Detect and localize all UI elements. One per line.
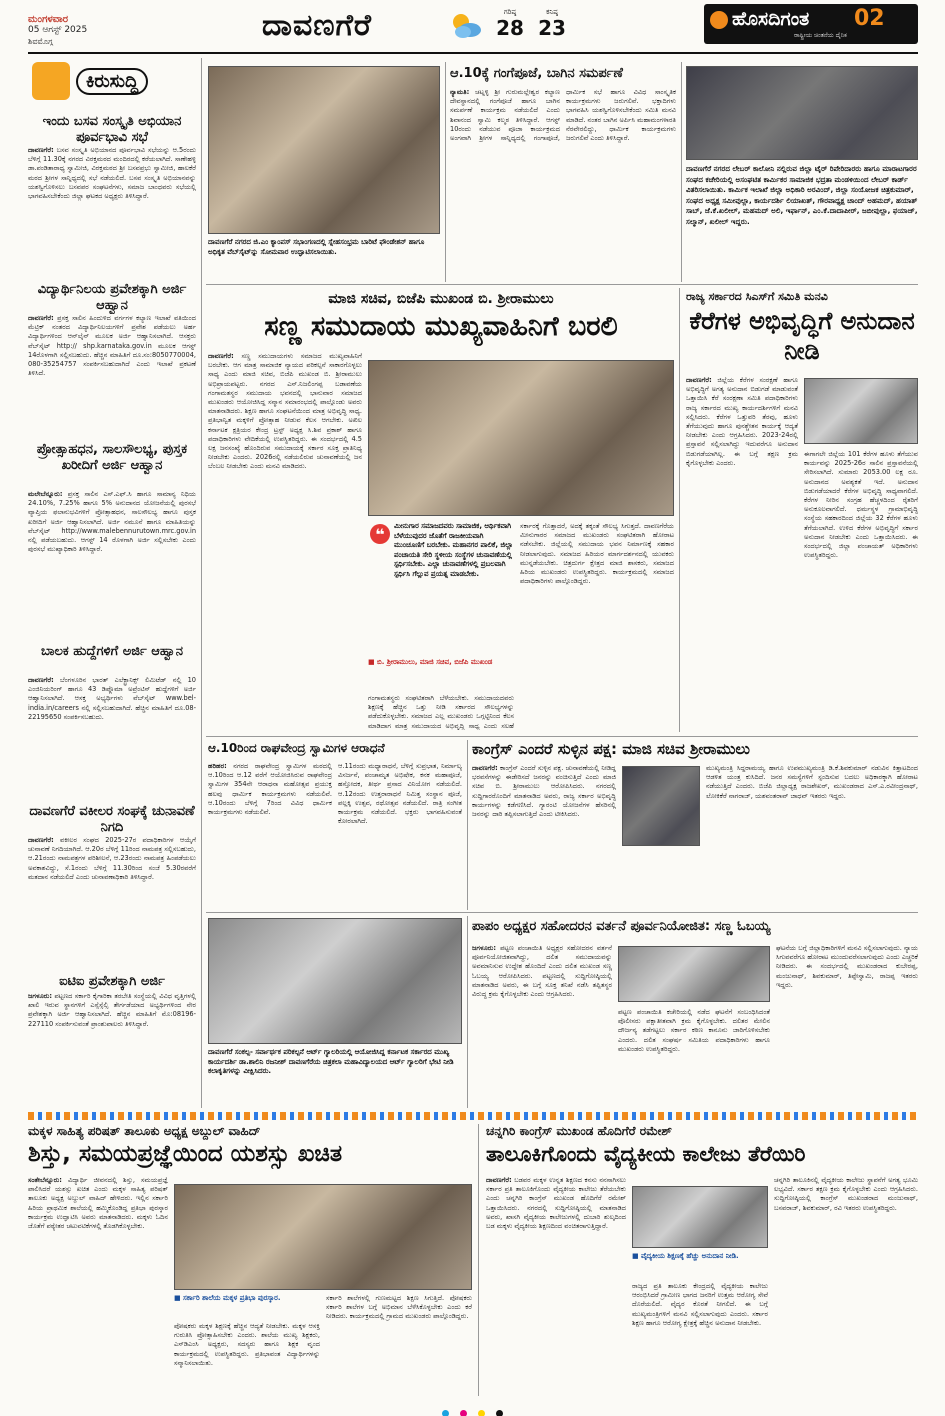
gangepooje-text: ಚಟ್ನಳ್ಳಿ ಶ್ರೀ ಗುರುಮಲ್ಲೇಶ್ವರ ಕಲ್ಯಾಣ ದೇವಸ್ಥಾನದಲ್ಲಿ ಗಂಗೆಪೂಜೆ ಹಾಗೂ ಬಾಗಿನ ಸಮರ್ಪಣೆ ಕಾರ್ಯಕ್ರಮ ನಡೆಯಲಿದೆ ಎಂದು ಶಿವಾನಂದ ಸ್ವಾಮಿ ಕಲ್ಮಠ ತಿಳಿಸಿದ್ದಾರೆ. ಆಗಸ್ಟ್ 10ರಂದು ನಡೆಯುವ ಪೂಜಾ ಕಾರ್ಯಕ್ರಮದ ಅಂಗವಾಗಿ ಶ್ರೀಗಳ ಸಾನ್ನಿಧ್ಯದಲ್ಲಿ ಗಂಗಾಪೂಜೆ, ಧಾರ್ಮಿಕ ಸಭೆ ಹಾಗೂ ವಿವಿಧ ಸಾಂಸ್ಕೃತಿಕ ಕಾರ್ಯಕ್ರಮಗಳು ಜರುಗಲಿವೆ. ಭಕ್ತಾದಿಗಳು ಭಾಗವಹಿಸಿ ಯಶಸ್ವಿಗೊಳಿಸಬೇಕೆಂದು ಸಮಿತಿ ಮನವಿ ಮಾಡಿದೆ. ನಂತರ ಬಾಗಿನ ಅರ್ಪಿಸಿ ಮಹಾಮಂಗಳಾರತಿ ನೆರವೇರಲಿದ್ದು, ಧಾರ್ಮಿಕ ಕಾರ್ಯಕ್ರಮಗಳು ಜರುಗಲಿವೆ ಎಂದು ತಿಳಿಸಿದ್ದಾರೆ.: [450, 88, 676, 143]
lead-col1-text: ಸಣ್ಣ ಸಮುದಾಯಗಳು ಸಮಾಜದ ಮುಖ್ಯವಾಹಿನಿಗೆ ಬರಬೇಕು. ಆಗ ಮಾತ್ರ ಸಾಮಾಜಿಕ ನ್ಯಾಯದ ಪರಿಕಲ್ಪನೆ ಸಾಕಾರಗೊಳ್ಳಲು ಸಾಧ್ಯ ಎಂದು ಮಾಜಿ ಸಚಿವ, ಬಿಜೆಪಿ ಮುಖಂಡ ಬಿ. ಶ್ರೀರಾಮುಲು ಅಭಿಪ್ರಾಯಪಟ್ಟರು. ನಗರದ ಎಸ್.ನಿಜಲಿಂಗಪ್ಪ ಬಡಾವಣೆಯ ಗಂಗಾಮತಸ್ಥರ ಸಮುದಾಯ ಭವನದಲ್ಲಿ ಭಾನುವಾರ ಸಮಾಜದ ಮುಖಂಡರು ಆಯೋಜಿಸಿದ್ದ ಸನ್ಮಾನ ಸಮಾರಂಭದಲ್ಲಿ ಪಾಲ್ಗೊಂಡು ಅವರು ಮಾತನಾಡಿದರು. ಶಿಕ್ಷಣ ಹಾಗೂ ಸಂಘಟನೆಯಿಂದ ಮಾತ್ರ ಅಭಿವೃದ್ಧಿ ಸಾಧ್ಯ. ಪ್ರತಿಭಾನ್ವಿತ ಮಕ್ಕಳಿಗೆ ಪ್ರೋತ್ಸಾಹ ನೀಡುವ ಕೆಲಸ ಆಗಬೇಕು. ಅಖಿಲ ಕರ್ನಾಟಕ ಕ್ಷತ್ರಿಯರ ಕೇಂದ್ರ ಟ್ರಸ್ಟ್ ಅಧ್ಯಕ್ಷ ಸಿ.ಶಿವ ಪ್ರಕಾಶ್ ಹಾಗೂ ಪದಾಧಿಕಾರಿಗಳು ವೇದಿಕೆಯಲ್ಲಿ ಉಪಸ್ಥಿತರಿದ್ದರು. ಈ ಸಂದರ್ಭದಲ್ಲಿ 4.5 ಲಕ್ಷ ಜನಸಂಖ್ಯೆ ಹೊಂದಿರುವ ಸಮುದಾಯಕ್ಕೆ ಸರ್ಕಾರ ಸೂಕ್ತ ಪ್ರಾತಿನಿಧ್ಯ ನೀಡಬೇಕು ಎಂದರು. 2026ರಲ್ಲಿ ನಡೆಯಲಿರುವ ಚುನಾವಣೆಯಲ್ಲಿ ಜನ ಬೆಂಬಲ ನೀಡಬೇಕು ಎಂದು ಮನವಿ ಮಾಡಿದರು.: [208, 352, 362, 471]
kirusuddi-text: ವಕೀಲರ ಸಂಘದ 2025-27ರ ಪದಾಧಿಕಾರಿಗಳ ಆಯ್ಕೆಗೆ ಚುನಾವಣೆ ನಿಗದಿಯಾಗಿದೆ. ಆ.20ರ ಬೆಳಿಗ್ಗೆ 11ರಿಂದ ನಾಮಪತ್ರ ಸಲ್ಲಿಸಬಹುದು, ಆ.21ರಂದು ನಾಮಪತ್ರಗಳ ಪರಿಶೀಲನೆ, ಆ.23ರಂದು ನಾಮಪತ್ರ ಹಿಂಪಡೆಯಲು ಅವಕಾಶವಿದ್ದು, ಸೆ.1ರಂದು ಬೆಳಿಗ್ಗೆ 11.30ರಿಂದ ಸಂಜೆ 5.30ರವರೆಗೆ ಮತದಾನ ನಡೆಯಲಿದೆ ಎಂದು ಚುನಾವಣಾಧಿಕಾರಿ ತಿಳಿಸಿದ್ದಾರೆ.: [28, 836, 196, 881]
masthead-dateline: [28, 14, 178, 47]
congress-col2: ಮುಖ್ಯಮಂತ್ರಿ ಸಿದ್ದರಾಮಯ್ಯ ಹಾಗೂ ಉಪಮುಖ್ಯಮಂತ್ರಿ ಡಿ.ಕೆ.ಶಿವಕುಮಾರ್ ನಡುವಿನ ಕಿತ್ತಾಟದಿಂದ ಆಡಳಿತ ಯಂತ್ರ ಕುಸಿದಿದೆ. ಜನರ ಸಮಸ್ಯೆಗಳಿಗೆ ಸ್ಪಂದಿಸುವ ಬದಲು ಅಧಿಕಾರಕ್ಕಾಗಿ ಹೋರಾಟ ನಡೆಯುತ್ತಿದೆ ಎಂದರು. ಬಿಜೆಪಿ ಜಿಲ್ಲಾಧ್ಯಕ್ಷ ರಾಜಶೇಖರ್, ಮುಖಂಡರಾದ ಎಸ್.ಎ.ರವೀಂದ್ರನಾಥ್, ಲೋಕಿಕೆರೆ ನಾಗರಾಜ್, ಯಶವಂತರಾವ್ ಜಾಧವ್ ಇತರರು ಇದ್ದರು.: [706, 764, 918, 800]
max-temp-block: [490, 8, 530, 39]
column-divider: [467, 916, 468, 1108]
raghavendra-headline: ಆ.10ರಿಂದ ರಾಘವೇಂದ್ರ ಸ್ವಾಮಿಗಳ ಆರಾಧನೆ: [208, 741, 385, 755]
column-divider: [445, 62, 446, 282]
kirusuddi-body: [28, 992, 196, 1076]
kirusuddi-text: ಬಸವ ಸಂಸ್ಕೃತಿ ಅಭಿಯಾನದ ಪೂರ್ವಭಾವಿ ಸಭೆಯನ್ನು ಆ.5ರಂದು ಬೆಳಿಗ್ಗೆ 11.30ಕ್ಕೆ ನಗರದ ವಿರಕ್ತಮಠದ ಮಂದಿರದಲ್ಲಿ ಕರೆಯಲಾಗಿದೆ. ಸಾಣೇಹಳ್ಳಿ ಡಾ.ಪಂಡಿತಾರಾಧ್ಯ ಸ್ವಾಮೀಜಿ, ವಿರಕ್ತಮಠದ ಶ್ರೀ ಬಸವಪ್ರಭು ಸ್ವಾಮೀಜಿ, ಹಾಲಕೆರೆ ಮಠದ ಶ್ರೀಗಳ ಸಾನ್ನಿಧ್ಯದಲ್ಲಿ ಸಭೆ ನಡೆಯಲಿದೆ. ಬಸವ ಸಂಸ್ಕೃತಿ ಅಭಿಯಾನವನ್ನು ಯಶಸ್ವಿಗೊಳಿಸಲು ಬಸವಪರ ಸಂಘಟನೆಗಳು, ಸಮಾಜ ಬಾಂಧವರು ಸಭೆಯಲ್ಲಿ ಭಾಗವಹಿಸಬೇಕೆಂದು ಜಿಲ್ಲಾ ಘಟಕದ ಅಧ್ಯಕ್ಷರು ತಿಳಿಸಿದ್ದಾರೆ.: [28, 146, 196, 201]
raghavendra-story: [208, 740, 462, 906]
top-story-caption: ದಾವಣಗೆರೆ ನಗರದ ಜಿ.ಎಂ ಕ್ಯಾಂಪಸ್ ಸಭಾಂಗಣದಲ್ಲಿ ಸ್ನೇಹಸಂಭ್ರಮ ಬಾರಿಟೆ ಫೌಂಡೇಶನ್ ಹಾಗೂ ಅಧಿಕೃತ ವೆಬ್‌ಸೈಟ್‌ನ್ನು ಸೋಮವಾರ ಉದ್ಘಾಟಿಸಲಾಯಿತು.: [208, 238, 425, 256]
lead-col1: [208, 352, 362, 730]
kirusuddi-item: [28, 974, 196, 1076]
congress-headline: ಕಾಂಗ್ರೆಸ್ ಎಂದರೆ ಸುಳ್ಳಿನ ಪಕ್ಷ: ಮಾಜಿ ಸಚಿವ ಶ್ರೀರಾಮುಲು: [472, 740, 750, 758]
kirusuddi-item: [28, 804, 196, 968]
medical-place: ದಾವಣಗೆರೆ:: [486, 1176, 512, 1184]
weather-icon: [448, 10, 484, 40]
exhibition-story: [208, 918, 462, 1108]
quote-icon: ❝: [370, 524, 390, 544]
kirusuddi-place: ಜಗಳೂರು:: [28, 992, 53, 1000]
labour-card-photo: [686, 66, 918, 160]
gangepooje-body: [450, 88, 676, 278]
gangepooje-place: ನ್ಯಾಮತಿ:: [450, 88, 470, 96]
lead-story: [208, 290, 674, 730]
lead-place: ದಾವಣಗೆರೆ:: [208, 352, 234, 360]
top-story-photo: [208, 66, 440, 234]
raghavendra-place: ಹರಿಹರ:: [208, 762, 227, 770]
kere-kicker: ರಾಜ್ಯ ಸರ್ಕಾರದ ಸಿಎಸ್‌ಗೆ ಸಮಿತಿ ಮನವಿ: [686, 290, 828, 303]
section-divider-strip: [28, 1112, 918, 1120]
papa-place: ಜಗಳೂರು:: [472, 944, 497, 952]
kirusuddi-logo: ಕಿರುಸುದ್ದಿ: [76, 68, 148, 95]
kere-col1-text: ಜಿಲ್ಲೆಯ ಕೆರೆಗಳ ಸಂರಕ್ಷಣೆ ಹಾಗೂ ಅಭಿವೃದ್ಧಿಗೆ ಅಗತ್ಯ ಅನುದಾನ ಬಿಡುಗಡೆ ಮಾಡುವಂತೆ ಒತ್ತಾಯಿಸಿ ಕೆರೆ ಸಂರಕ್ಷಣಾ ಸಮಿತಿ ಪದಾಧಿಕಾರಿಗಳು ರಾಜ್ಯ ಸರ್ಕಾರದ ಮುಖ್ಯ ಕಾರ್ಯದರ್ಶಿಗಳಿಗೆ ಮನವಿ ಸಲ್ಲಿಸಿದರು. ಕೆರೆಗಳ ಒತ್ತುವರಿ ತೆರವು, ಹೂಳು ತೆಗೆಯುವುದು ಹಾಗೂ ಪುನಶ್ಚೇತನ ಕಾರ್ಯಕ್ಕೆ ಆದ್ಯತೆ ನೀಡಬೇಕು ಎಂದು ಆಗ್ರಹಿಸಿದರು. 2023-24ರಲ್ಲಿ ಪ್ರಸ್ತಾವನೆ ಸಲ್ಲಿಸಲಾಗಿದ್ದು ಇದುವರೆಗೂ ಅನುದಾನ ಬಿಡುಗಡೆಯಾಗಿಲ್ಲ. ಈ ಬಗ್ಗೆ ತಕ್ಷಣ ಕ್ರಮ ಕೈಗೊಳ್ಳಬೇಕು ಎಂದರು.: [686, 376, 798, 467]
shistu-headline: ಶಿಸ್ತು, ಸಮಯಪ್ರಜ್ಞೆಯಿಂದ ಯಶಸ್ಸು ಖಚಿತ: [28, 1141, 343, 1167]
yellow-dot: [478, 1410, 485, 1416]
papa-headline: ಪಾಪಂ ಅಧ್ಯಕ್ಷರ ಸಹೋದರನ ವರ್ತನೆ ಪೂರ್ವನಿಯೋಜಿತ: ಸಣ್ಣ ಓಬಯ್ಯ: [472, 919, 771, 934]
kere-place: ದಾವಣಗೆರೆ:: [686, 376, 712, 384]
lead-kicker: ಮಾಜಿ ಸಚಿವ, ಬಿಜೆಪಿ ಮುಖಂಡ ಬಿ. ಶ್ರೀರಾಮುಲು: [328, 291, 554, 307]
kirusuddi-body: [28, 314, 196, 436]
labour-card-story: [686, 66, 918, 278]
print-registration-marks: [0, 1402, 945, 1416]
lead-quote-by: ■ ಬಿ. ಶ್ರೀರಾಮುಲು, ಮಾಜಿ ಸಚಿವ, ಬಿಜೆಪಿ ಮುಖಂಡ: [368, 658, 493, 666]
exhibition-photo: [208, 918, 462, 1044]
kirusuddi-place: ದಾವಣಗೆರೆ:: [28, 314, 54, 322]
cyan-dot: [442, 1410, 449, 1416]
masthead-day: ಮಂಗಳವಾರ: [28, 14, 69, 25]
max-temp-label: ಗರಿಷ್ಠ: [503, 8, 517, 16]
labour-card-caption: ದಾವಣಗೆರೆ ನಗರದ ಲೇಬರ್ ಕಾಲೋನಿ ನಲ್ಲಿರುವ ಜಿಲ್ಲಾ ಟೈರ್ ರಿಪೇರಿದಾರರು ಹಾಗೂ ಮಾರಾಟಗಾರರ ಸಂಘದ ಕಚೇರಿಯಲ್ಲಿ ಅಸಂಘಟಿತ ಕಾರ್ಮಿಕರ ಸಾಮಾಜಿಕ ಭದ್ರತಾ ಮಂಡಳಿಯಿಂದ ಲೇಬರ್ ಕಾರ್ಡ್ ವಿತರಿಸಲಾಯಿತು. ಕಾರ್ಮಿಕ ಇಲಾಖೆ ಜಿಲ್ಲಾ ಅಧಿಕಾರಿ ಅರವಿಂದ್, ಜಿಲ್ಲಾ ಸಂಯೋಜಕ ಚಿತ್ರಕುಮಾರ್, ಸಂಘದ ಅಧ್ಯಕ್ಷ ಸಮೀವುಲ್ಲಾ, ಕಾರ್ಯದರ್ಶಿ ಲಿಯಾಖತ್, ಗೌರವಾಧ್ಯಕ್ಷ ಚಾಂದ್ ಅಹಮದ್, ಹಯಾತ್ ಸಾಬ್, ಜೆ.ಕೆ.ಖಲೀಲ್, ಮಹಮದ್ ಅಲಿ, ಇರ್ಫಾನ್, ಎಂ.ಕೆ.ದಾದಾಪೀರ್, ಜಬೀವುಲ್ಲಾ, ಫಯಾಜ್, ಸಲ್ಮಾನ್, ಖಲೀಲ್ ಇದ್ದರು.: [686, 164, 918, 226]
congress-story: [472, 740, 918, 906]
papa-col1-text: ಪಟ್ಟಣ ಪಂಚಾಯಿತಿ ಅಧ್ಯಕ್ಷರ ಸಹೋದರನ ವರ್ತನೆ ಪೂರ್ವನಿಯೋಜಿತವಾಗಿದ್ದು, ದಲಿತ ಸಮುದಾಯವನ್ನು ಅವಮಾನಿಸುವ ಉದ್ದೇಶ ಹೊಂದಿದೆ ಎಂದು ದಲಿತ ಮುಖಂಡ ಸಣ್ಣ ಓಬಯ್ಯ ಆರೋಪಿಸಿದರು. ಪಟ್ಟಣದಲ್ಲಿ ಸುದ್ದಿಗೋಷ್ಠಿಯಲ್ಲಿ ಮಾತನಾಡಿದ ಅವರು, ಈ ಬಗ್ಗೆ ಸೂಕ್ತ ತನಿಖೆ ನಡೆಸಿ ತಪ್ಪಿತಸ್ಥರ ವಿರುದ್ಧ ಕ್ರಮ ಕೈಗೊಳ್ಳಬೇಕು ಎಂದು ಆಗ್ರಹಿಸಿದರು.: [472, 944, 612, 999]
lead-col3: ಸರ್ಕಾರಕ್ಕೆ ಗೊತ್ತಾದರೆ, ಅದಕ್ಕೆ ತಕ್ಕಂತೆ ಸೌಲಭ್ಯ ಸಿಗುತ್ತದೆ. ದಾವಣಗೆರೆಯ ಮೀನುಗಾರರ ಸಮಾಜದ ಮುಖಂಡರು ಸಂಘಟಿತರಾಗಿ ಹೋರಾಟ ನಡೆಸಬೇಕು. ಜಿಲ್ಲೆಯಲ್ಲಿ ಸಮುದಾಯ ಭವನ ನಿರ್ಮಾಣಕ್ಕೆ ಸಹಕಾರ ನೀಡಲಾಗುವುದು. ಸಮಾಜದ ಹಿರಿಯರ ಮಾರ್ಗದರ್ಶನದಲ್ಲಿ ಯುವಕರು ಮುನ್ನಡೆಯಬೇಕು. ಚಿತ್ರದುರ್ಗ ಕ್ಷೇತ್ರದ ಮಾಜಿ ಶಾಸಕರು, ಸಮಾಜದ ಹಿರಿಯ ಮುಖಂಡರು ಉಪಸ್ಥಿತರಿದ್ದರು. ಕಾರ್ಯಕ್ರಮದಲ್ಲಿ ಸಮಾಜದ ಪದಾಧಿಕಾರಿಗಳು ಪಾಲ್ಗೊಂಡಿದ್ದರು.: [520, 522, 674, 586]
papa-photo: [618, 946, 770, 1002]
kirusuddi-text: ಪ್ರಸಕ್ತ ಸಾಲಿನ ಎಸ್.ಎಫ್.ಸಿ ಹಾಗೂ ಸಾಮಾನ್ಯ ನಿಧಿಯ 24.10%, 7.25% ಹಾಗೂ 5% ಅನುದಾನದ ಯೋಜನೆಯಲ್ಲಿ ಪುರಸಭೆ ವ್ಯಾಪ್ತಿಯ ಫಲಾನುಭವಿಗಳಿಗೆ ಪ್ರೋತ್ಸಾಹಧನ, ಸಾಲಸೌಲಭ್ಯ ಹಾಗೂ ಪುಸ್ತಕ ಖರೀದಿಗೆ ಅರ್ಜಿ ಆಹ್ವಾನಿಸಲಾಗಿದೆ. ಅರ್ಜಿ ನಮೂನೆ ಹಾಗೂ ಮಾಹಿತಿಯನ್ನು ವೆಬ್‌ಸೈಟ್ http://www.malebennurutown.mrc.gov.in ನಲ್ಲಿ ಪಡೆಯಬಹುದು. ಆಗಸ್ಟ್ 14 ರೊಳಗಾಗಿ ಅರ್ಜಿ ಸಲ್ಲಿಸಬೇಕು ಎಂದು ಪುರಸಭೆ ಮುಖ್ಯಾಧಿಕಾರಿ ತಿಳಿಸಿದ್ದಾರೆ.: [28, 490, 196, 554]
kirusuddi-place: ದಾವಣಗೆರೆ:: [28, 836, 54, 844]
column-divider: [679, 288, 680, 732]
lead-quote: ಮೀನುಗಾರ ಸಮಾಜದವರು ಸಾಮಾಜಿಕ, ಆರ್ಥಿಕವಾಗಿ ಬೆಳೆಯುವುದರ ಜೊತೆಗೆ ರಾಜಕೀಯವಾಗಿ ಮುಂಚೂಣಿಗೆ ಬರಬೇಕು. ಮಹಾನಗರ ಪಾಲಿಕೆ, ಜಿಲ್ಲಾ ಪಂಚಾಯತಿ ಸೇರಿ ಸ್ಥಳೀಯ ಸಂಸ್ಥೆಗಳ ಚುನಾವಣೆಯಲ್ಲಿ ಸ್ಪರ್ಧಿಸಬೇಕು. ಎಲ್ಲಾ ಚುನಾವಣೆಗಳಲ್ಲಿ ಪ್ರಬಲವಾಗಿ ಸ್ಪರ್ಧಿಸಿ ಗೆಲ್ಲುವ ಪ್ರಯತ್ನ ಮಾಡಬೇಕು.: [394, 522, 513, 578]
kirusuddi-item: [28, 282, 196, 436]
top-story-photo-block: [208, 66, 440, 278]
masthead-city: ದಾವಣಗೆರೆ: [262, 8, 372, 43]
shistu-photo: [174, 1184, 472, 1290]
kirusuddi-text: ಬೆಂಗಳೂರಿನ ಭಾರತ್ ಎಲೆಕ್ಟ್ರಾನಿಕ್ಸ್ ಲಿಮಿಟೆಡ್ ನಲ್ಲಿ 10 ಎಂಜಿನಿಯರಿಂಗ್ ಹಾಗೂ 43 ಡಿಪ್ಲೊಮಾ ಅಪ್ರೆಂಟಿಸ್ ಹುದ್ದೆಗಳಿಗೆ ಅರ್ಜಿ ಆಹ್ವಾನಿಸಲಾಗಿದೆ. ಆಸಕ್ತ ಅಭ್ಯರ್ಥಿಗಳು ವೆಬ್‌ಸೈಟ್ www.bel-india.in/careers ನಲ್ಲಿ ಸಲ್ಲಿಸಬಹುದಾಗಿದೆ. ಹೆಚ್ಚಿನ ಮಾಹಿತಿಗೆ ದೂ.08-22195650 ಸಂಪರ್ಕಿಸಬಹುದು.: [28, 676, 196, 721]
kirusuddi-body: [28, 490, 196, 638]
medical-headline: ತಾಲೂಕಿಗೊಂದು ವೈದ್ಯಕೀಯ ಕಾಲೇಜು ತೆರೆಯಿರಿ: [486, 1142, 806, 1166]
lead-photo: [368, 360, 674, 516]
column-divider: [467, 740, 468, 910]
shistu-place: ಸಂತೇಬೆನ್ನೂರು:: [28, 1176, 62, 1184]
kirusuddi-headline: ಇಂದು ಬಸವ ಸಂಸ್ಕೃತಿ ಅಭಿಯಾನ ಪೂರ್ವಭಾವಿ ಸಭೆ: [42, 114, 182, 145]
masthead: [0, 0, 945, 50]
kirusuddi-place: ಮಲೇಬೆನ್ನೂರು:: [28, 490, 63, 498]
kere-story: [686, 290, 918, 730]
shistu-col3: ಸರ್ಕಾರಿ ಶಾಲೆಗಳಲ್ಲಿ ಗುಣಮಟ್ಟದ ಶಿಕ್ಷಣ ಸಿಗುತ್ತಿದೆ. ಪೋಷಕರು ಸರ್ಕಾರಿ ಶಾಲೆಗಳ ಬಗ್ಗೆ ಅಭಿಮಾನ ಬೆಳೆಸಿಕೊಳ್ಳಬೇಕು ಎಂದು ಕರೆ ನೀಡಿದರು. ಕಾರ್ಯಕ್ರಮದಲ್ಲಿ ಗ್ರಾಮದ ಮುಖಂಡರು ಪಾಲ್ಗೊಂಡಿದ್ದರು.: [326, 1294, 472, 1321]
shistu-story: [28, 1124, 472, 1394]
min-temp-value: 23: [538, 16, 566, 40]
medical-caption: ■ ವೈದ್ಯಕೀಯ ಶಿಕ್ಷಣಕ್ಕೆ ಹೆಚ್ಚು ಅನುದಾನ ನೀಡಿ.: [632, 1252, 739, 1260]
shistu-col1: [28, 1176, 168, 1394]
row-divider: [206, 912, 918, 913]
shistu-col2: ಪೋಷಕರು ಮಕ್ಕಳ ಶಿಕ್ಷಣಕ್ಕೆ ಹೆಚ್ಚಿನ ಆದ್ಯತೆ ನೀಡಬೇಕು. ಮಕ್ಕಳ ಆಸಕ್ತಿ ಗುರುತಿಸಿ ಪ್ರೋತ್ಸಾಹಿಸಬೇಕು ಎಂದರು. ಶಾಲೆಯ ಮುಖ್ಯ ಶಿಕ್ಷಕರು, ಎಸ್‌ಡಿಎಂಸಿ ಅಧ್ಯಕ್ಷರು, ಸದಸ್ಯರು ಹಾಗೂ ಶಿಕ್ಷಕ ವೃಂದ ಕಾರ್ಯಕ್ರಮದಲ್ಲಿ ಉಪಸ್ಥಿತರಿದ್ದರು. ಪ್ರತಿಭಾವಂತ ವಿದ್ಯಾರ್ಥಿಗಳನ್ನು ಸನ್ಮಾನಿಸಲಾಯಿತು.: [174, 1322, 320, 1367]
kirusuddi-headline: ಬಾಲಕ ಹುದ್ದೆಗಳಿಗೆ ಅರ್ಜಿ ಆಹ್ವಾನ: [40, 644, 183, 659]
congress-col1-text: ಕಾಂಗ್ರೆಸ್ ಎಂದರೆ ಸುಳ್ಳಿನ ಪಕ್ಷ. ಚುನಾವಣೆಯಲ್ಲಿ ನೀಡಿದ್ದ ಭರವಸೆಗಳನ್ನು ಈಡೇರಿಸದೆ ಜನರನ್ನು ವಂಚಿಸುತ್ತಿದೆ ಎಂದು ಮಾಜಿ ಸಚಿವ ಬಿ. ಶ್ರೀರಾಮುಲು ಆರೋಪಿಸಿದರು. ನಗರದಲ್ಲಿ ಸುದ್ದಿಗಾರರೊಂದಿಗೆ ಮಾತನಾಡಿದ ಅವರು, ರಾಜ್ಯ ಸರ್ಕಾರ ಅಭಿವೃದ್ಧಿ ಕಾರ್ಯಗಳನ್ನು ಕಡೆಗಣಿಸಿದೆ. ಗ್ಯಾರಂಟಿ ಯೋಜನೆಗಳ ಹೆಸರಿನಲ್ಲಿ ಜನರನ್ನು ದಾರಿ ತಪ್ಪಿಸಲಾಗುತ್ತಿದೆ ಎಂದು ಟೀಕಿಸಿದರು.: [472, 764, 616, 819]
column-divider: [681, 62, 682, 282]
kirusuddi-headline: ಪ್ರೋತ್ಸಾಹಧನ, ಸಾಲಸೌಲಭ್ಯ, ಪುಸ್ತಕ ಖರೀದಿಗೆ ಅರ್ಜಿ ಆಹ್ವಾನ: [36, 442, 188, 473]
kirusuddi-body: [28, 676, 196, 798]
medical-story: [486, 1124, 918, 1394]
masthead-edition: ಶಿವಮೊಗ್ಗ: [28, 37, 53, 46]
medical-col1-text: ಬಡವರ ಮಕ್ಕಳ ಉನ್ನತ ಶಿಕ್ಷಣದ ಕನಸು ನನಸಾಗಿಸಲು ಸರ್ಕಾರ ಪ್ರತಿ ತಾಲೂಕಿಗೊಂದು ವೈದ್ಯಕೀಯ ಕಾಲೇಜು ತೆರೆಯಬೇಕು ಎಂದು ಚನ್ನಗಿರಿ ಕಾಂಗ್ರೆಸ್ ಮುಖಂಡ ಹೊದಿಗೆರೆ ರಮೇಶ್ ಒತ್ತಾಯಿಸಿದರು. ನಗರದಲ್ಲಿ ಸುದ್ದಿಗೋಷ್ಠಿಯಲ್ಲಿ ಮಾತನಾಡಿದ ಅವರು, ಖಾಸಗಿ ವೈದ್ಯಕೀಯ ಕಾಲೇಜುಗಳಲ್ಲಿ ದುಬಾರಿ ಶುಲ್ಕದಿಂದ ಬಡ ಮಕ್ಕಳು ವೈದ್ಯಕೀಯ ಶಿಕ್ಷಣದಿಂದ ವಂಚಿತರಾಗುತ್ತಿದ್ದಾರೆ.: [486, 1176, 626, 1231]
exhibition-caption: ದಾವಣಗೆರೆ ಸಂಕಲ್ಪ- ಸರ್ವಾರ್ಥಕ ಪರಿಕಲ್ಪನೆ ಆರ್ಟ್ ಗ್ಯಾಲರಿಯಲ್ಲಿ ಆಯೋಜಿಸಿದ್ದ ಕರ್ನಾಟಕ ಸರ್ಕಾರದ ಮುಖ್ಯ ಕಾರ್ಯದರ್ಶಿ ಡಾ.ಶಾಲಿನಿ ರಜನೀಶ್ ದಾವಣಗೆರೆಯ ಚಿತ್ರಕಲಾ ಮಹಾವಿದ್ಯಾಲಯದ ಆರ್ಟ್ ಗ್ಯಾಲರಿಗೆ ಭೇಟಿ ನೀಡಿ ಕಲಾಕೃತಿಗಳನ್ನು ವೀಕ್ಷಿಸಿದರು.: [208, 1048, 454, 1075]
min-temp-block: [532, 8, 572, 39]
kirusuddi-place: ದಾವಣಗೆರೆ:: [28, 146, 54, 154]
raghavendra-col1-text: ನಗರದ ರಾಘವೇಂದ್ರ ಸ್ವಾಮಿಗಳ ಮಠದಲ್ಲಿ ಆ.10ರಿಂದ ಆ.12 ವರೆಗೆ ಆಯೋಜಿಸಿರುವ ರಾಘವೇಂದ್ರ ಸ್ವಾಮಿಗಳ 354ನೇ ಆರಾಧನಾ ಮಹೋತ್ಸವ ಪ್ರಯುಕ್ತ ಹಲವು ಧಾರ್ಮಿಕ ಕಾರ್ಯಕ್ರಮಗಳು ನಡೆಯಲಿವೆ. ಆ.10ರಂದು ಬೆಳಿಗ್ಗೆ 7ರಿಂದ ವಿವಿಧ ಧಾರ್ಮಿಕ ಕಾರ್ಯಕ್ರಮಗಳು ನಡೆಯಲಿವೆ.: [208, 762, 332, 817]
kirusuddi-text: ಪಟ್ಟಣದ ಸರ್ಕಾರಿ ಕೈಗಾರಿಕಾ ತರಬೇತಿ ಸಂಸ್ಥೆಯಲ್ಲಿ ವಿವಿಧ ವೃತ್ತಿಗಳಲ್ಲಿ ಖಾಲಿ ಇರುವ ಸ್ಥಾನಗಳಿಗೆ ಎಸ್ಸೆಸ್ಸೆಲ್ಸಿ ತೇರ್ಗಡೆಯಾದ ಅಭ್ಯರ್ಥಿಗಳಿಂದ ನೇರ ಪ್ರವೇಶಕ್ಕಾಗಿ ಅರ್ಜಿ ಆಹ್ವಾನಿಸಲಾಗಿದೆ. ಹೆಚ್ಚಿನ ಮಾಹಿತಿಗೆ ಮೊ:08196-227110 ಸಂಪರ್ಕಿಸುವಂತೆ ಪ್ರಾಂಶುಪಾಲರು ತಿಳಿಸಿದ್ದಾರೆ.: [28, 992, 196, 1028]
medical-kicker: ಚನ್ನಗಿರಿ ಕಾಂಗ್ರೆಸ್ ಮುಖಂಡ ಹೊದಿಗೆರೆ ರಮೇಶ್: [486, 1124, 672, 1138]
column-divider: [201, 58, 202, 1108]
paper-tagline: ರಾಷ್ಟ್ರೀಯ ಚಿಂತನೆಯ ದೈನಿಕ: [794, 32, 847, 39]
congress-place: ದಾವಣಗೆರೆ:: [472, 764, 498, 772]
kirusuddi-body: [28, 836, 196, 968]
shistu-col1-text: ವಿದ್ಯಾರ್ಥಿ ಜೀವನದಲ್ಲಿ ಶಿಸ್ತು, ಸಮಯಪ್ರಜ್ಞೆ ಪಾಲಿಸಿದರೆ ಯಶಸ್ಸು ಖಚಿತ ಎಂದು ಮಕ್ಕಳ ಸಾಹಿತ್ಯ ಪರಿಷತ್ ತಾಲೂಕು ಅಧ್ಯಕ್ಷ ಅಬ್ದುಲ್ ವಾಹಿದ್ ಹೇಳಿದರು. ಇಲ್ಲಿನ ಸರ್ಕಾರಿ ಹಿರಿಯ ಪ್ರಾಥಮಿಕ ಶಾಲೆಯಲ್ಲಿ ಹಮ್ಮಿಕೊಂಡಿದ್ದ ಪ್ರತಿಭಾ ಪುರಸ್ಕಾರ ಕಾರ್ಯಕ್ರಮ ಉದ್ಘಾಟಿಸಿ ಅವರು ಮಾತನಾಡಿದರು. ಮಕ್ಕಳು ಓದಿನ ಜೊತೆಗೆ ಪಠ್ಯೇತರ ಚಟುವಟಿಕೆಗಳಲ್ಲಿ ತೊಡಗಿಕೊಳ್ಳಬೇಕು.: [28, 1176, 168, 1231]
shistu-kicker: ಮಕ್ಕಳ ಸಾಹಿತ್ಯ ಪರಿಷತ್ ತಾಲೂಕು ಅಧ್ಯಕ್ಷ ಅಬ್ದುಲ್ ವಾಹಿದ್: [28, 1124, 261, 1138]
shistu-caption: ■ ಸರ್ಕಾರಿ ಶಾಲೆಯ ಮಕ್ಕಳ ಪ್ರತಿಭಾ ಪುರಸ್ಕಾರ.: [174, 1294, 281, 1302]
medical-col2: ರಾಜ್ಯದ ಪ್ರತಿ ತಾಲೂಕು ಕೇಂದ್ರದಲ್ಲಿ ವೈದ್ಯಕೀಯ ಕಾಲೇಜು ಆರಂಭಿಸಿದರೆ ಗ್ರಾಮೀಣ ಭಾಗದ ಜನರಿಗೆ ಉತ್ತಮ ಆರೋಗ್ಯ ಸೇವೆ ದೊರೆಯಲಿದೆ. ವೈದ್ಯರ ಕೊರತೆ ನೀಗಲಿದೆ. ಈ ಬಗ್ಗೆ ಮುಖ್ಯಮಂತ್ರಿಗಳಿಗೆ ಮನವಿ ಸಲ್ಲಿಸಲಾಗುವುದು ಎಂದರು. ಸರ್ಕಾರ ಶಿಕ್ಷಣ ಹಾಗೂ ಆರೋಗ್ಯ ಕ್ಷೇತ್ರಕ್ಕೆ ಹೆಚ್ಚಿನ ಅನುದಾನ ನೀಡಬೇಕು.: [632, 1282, 768, 1327]
masthead-rule: [28, 52, 918, 54]
kirusuddi-text: ಪ್ರಸಕ್ತ ಸಾಲಿನ ಹಿಂದುಳಿದ ವರ್ಗಗಳ ಕಲ್ಯಾಣ ಇಲಾಖೆ ವತಿಯಿಂದ ಮೆಟ್ರಿಕ್ ನಂತರದ ವಿದ್ಯಾರ್ಥಿನಿಲಯಗಳಿಗೆ ಪ್ರವೇಶ ಪಡೆಯಲು ಅರ್ಹ ವಿದ್ಯಾರ್ಥಿಗಳಿಂದ ಆನ್‌ಲೈನ್ ಮೂಲಕ ಅರ್ಜಿ ಆಹ್ವಾನಿಸಲಾಗಿದೆ. ಆಸಕ್ತರು ವೆಬ್‌ಸೈಟ್ http:// shp.karnataka.gov.in ಮೂಲಕ ಆಗಸ್ಟ್ 14ರೊಳಗಾಗಿ ಸಲ್ಲಿಸಬಹುದು. ಹೆಚ್ಚಿನ ಮಾಹಿತಿಗೆ ದೂ.ಸಂ:8050770004, 080-35254757 ಸಂಪರ್ಕಿಸಬಹುದಾಗಿದೆ ಎಂದು ಇಲಾಖೆ ಪ್ರಕಟಣೆ ತಿಳಿಸಿದೆ.: [28, 314, 196, 378]
kirusuddi-item: [28, 114, 196, 276]
kirusuddi-headline: ವಿದ್ಯಾರ್ಥಿನಿಲಯ ಪ್ರವೇಶಕ್ಕಾಗಿ ಅರ್ಜಿ ಆಹ್ವಾನ: [37, 282, 187, 313]
kirusuddi-item: [28, 644, 196, 798]
kere-headline: ಕೆರೆಗಳ ಅಭಿವೃದ್ಧಿಗೆ ಅನುದಾನ ನೀಡಿ: [689, 307, 915, 365]
paper-logo: [704, 4, 918, 44]
kirusuddi-headline: ದಾವಣಗೆರೆ ವಕೀಲರ ಸಂಘಕ್ಕೆ ಚುನಾವಣೆ ನಿಗದಿ: [29, 804, 195, 835]
kere-photo: [804, 378, 918, 444]
kirusuddi-item: [28, 442, 196, 638]
congress-col1: [472, 764, 616, 906]
raghavendra-col1: [208, 762, 332, 906]
paper-name: ಹೊಸದಿಗಂತ: [732, 8, 810, 30]
row-divider: [206, 284, 918, 285]
black-dot: [496, 1410, 503, 1416]
kirusuddi-logo-box: [28, 58, 196, 106]
lead-headline: ಸಣ್ಣ ಸಮುದಾಯ ಮುಖ್ಯವಾಹಿನಿಗೆ ಬರಲಿ: [264, 311, 618, 342]
gangepooje-headline: ಆ.10ಕ್ಕೆ ಗಂಗೆಪೂಜೆ, ಬಾಗಿನ ಸಮರ್ಪಣೆ: [450, 66, 623, 81]
kere-col1: [686, 376, 798, 730]
gangepooje-story: [450, 66, 676, 278]
kirusuddi-place: ದಾವಣಗೆರೆ:: [28, 676, 54, 684]
column-divider: [478, 1124, 479, 1396]
row-divider: [206, 736, 918, 737]
medical-col3: ಚನ್ನಗಿರಿ ತಾಲೂಕಿನಲ್ಲಿ ವೈದ್ಯಕೀಯ ಕಾಲೇಜು ಸ್ಥಾಪನೆಗೆ ಅಗತ್ಯ ಭೂಮಿ ಲಭ್ಯವಿದೆ. ಸರ್ಕಾರ ತಕ್ಷಣ ಕ್ರಮ ಕೈಗೊಳ್ಳಬೇಕು ಎಂದು ಆಗ್ರಹಿಸಿದರು. ಸುದ್ದಿಗೋಷ್ಠಿಯಲ್ಲಿ ಕಾಂಗ್ರೆಸ್ ಮುಖಂಡರಾದ ಮಂಜುನಾಥ್, ಬಸವರಾಜ್, ಶಿವಕುಮಾರ್, ರವಿ ಇತರರು ಉಪಸ್ಥಿತರಿದ್ದರು.: [774, 1176, 918, 1212]
lamp-icon: [710, 11, 728, 29]
lead-col2: ಗಂಗಾಮತಸ್ಥರು ಸಂಘಟಿತರಾಗಿ ಬೆಳೆಯಬೇಕು. ಸಮುದಾಯದವರು ಶಿಕ್ಷಣಕ್ಕೆ ಹೆಚ್ಚಿನ ಒತ್ತು ನೀಡಿ ಸರ್ಕಾರದ ಸೌಲಭ್ಯಗಳನ್ನು ಪಡೆದುಕೊಳ್ಳಬೇಕು. ಸಮಾಜದ ಎಲ್ಲ ಮುಖಂಡರು ಒಗ್ಗಟ್ಟಿನಿಂದ ಕೆಲಸ ಮಾಡಿದಾಗ ಮಾತ್ರ ಸಮುದಾಯದ ಅಭಿವೃದ್ಧಿ ಸಾಧ್ಯ ಎಂದು ಸಲಹೆ: [368, 694, 514, 730]
raghavendra-col2: ಆ.11ರಂದು ಮಧ್ಯಾರಾಧನೆ, ಬೆಳಿಗ್ಗೆ ಸುಪ್ರಭಾತ, ನಿರ್ಮಾಲ್ಯ ವಿಸರ್ಜನೆ, ಪಂಚಾಮೃತ ಅಭಿಷೇಕ, ಕನಕ ಮಹಾಪೂಜೆ, ಹಸ್ತೋದಕ, ತೀರ್ಥ ಪ್ರಸಾದ ವಿನಿಯೋಗ ನಡೆಯಲಿದೆ. ಆ.12ರಂದು ಉತ್ತರಾರಾಧನೆ ನಿಮಿತ್ತ ಸಂಸ್ಥಾನ ಪೂಜೆ, ಪಲ್ಲಕ್ಕಿ ಉತ್ಸವ, ರಥೋತ್ಸವ ನಡೆಯಲಿದೆ. ರಾತ್ರಿ ಸಂಗೀತ ಕಾರ್ಯಕ್ರಮ ನಡೆಯಲಿದೆ. ಭಕ್ತರು ಭಾಗವಹಿಸುವಂತೆ ಕೋರಲಾಗಿದೆ.: [338, 762, 462, 826]
medical-col1: [486, 1176, 626, 1394]
papa-col3: ಘಟನೆಯ ಬಗ್ಗೆ ಜಿಲ್ಲಾಧಿಕಾರಿಗಳಿಗೆ ಮನವಿ ಸಲ್ಲಿಸಲಾಗುವುದು. ನ್ಯಾಯ ಸಿಗುವವರೆಗೂ ಹೋರಾಟ ಮುಂದುವರೆಸಲಾಗುವುದು ಎಂದು ಎಚ್ಚರಿಕೆ ನೀಡಿದರು. ಈ ಸಂದರ್ಭದಲ್ಲಿ ಮುಖಂಡರಾದ ಕುಬೇರಪ್ಪ, ಮಂಜುನಾಥ್, ಶಿವಕುಮಾರ್, ತಿಪ್ಪೇಸ್ವಾಮಿ, ರಾಜಪ್ಪ ಇತರರು ಇದ್ದರು.: [776, 944, 918, 989]
papa-col2: ಪಟ್ಟಣ ಪಂಚಾಯಿತಿ ಕಚೇರಿಯಲ್ಲಿ ನಡೆದ ಘಟನೆಗೆ ಸಂಬಂಧಿಸಿದಂತೆ ಪೊಲೀಸರು ಪಕ್ಷಾತೀತವಾಗಿ ಕ್ರಮ ಕೈಗೊಳ್ಳಬೇಕು. ದಲಿತರ ಮೇಲಿನ ದೌರ್ಜನ್ಯ ತಡೆಗಟ್ಟಲು ಸರ್ಕಾರ ಕಠಿಣ ಕಾನೂನು ಜಾರಿಗೊಳಿಸಬೇಕು ಎಂದರು. ದಲಿತ ಸಂಘರ್ಷ ಸಮಿತಿಯ ಪದಾಧಿಕಾರಿಗಳು ಹಾಗೂ ಮುಖಂಡರು ಉಪಸ್ಥಿತರಿದ್ದರು.: [618, 1008, 770, 1053]
kere-col2: ಈಗಾಗಲೇ ಜಿಲ್ಲೆಯ 101 ಕೆರೆಗಳ ಹೂಳು ತೆಗೆಯುವ ಕಾರ್ಯವನ್ನು 2025-26ರ ಸಾಲಿನ ಪ್ರಸ್ತಾವನೆಯಲ್ಲಿ ಸೇರಿಸಲಾಗಿದೆ. ಸುಮಾರು 2053.00 ಲಕ್ಷ ರೂ. ಅನುದಾನದ ಅವಶ್ಯಕತೆ ಇದೆ. ಅನುದಾನ ಬಿಡುಗಡೆಯಾದರೆ ಕೆರೆಗಳ ಅಭಿವೃದ್ಧಿ ಸಾಧ್ಯವಾಗಲಿದೆ. ಕೆರೆಗಳ ನೀರಿನ ಸಂಗ್ರಹ ಹೆಚ್ಚಳದಿಂದ ರೈತರಿಗೆ ಅನುಕೂಲವಾಗಲಿದೆ. ಧರ್ಮಸ್ಥಳ ಗ್ರಾಮಾಭಿವೃದ್ಧಿ ಸಂಸ್ಥೆಯ ಸಹಕಾರದಿಂದ ಜಿಲ್ಲೆಯ 32 ಕೆರೆಗಳ ಹೂಳು ತೆಗೆಯಲಾಗಿದೆ. ಉಳಿದ ಕೆರೆಗಳ ಅಭಿವೃದ್ಧಿಗೆ ಸರ್ಕಾರ ಅನುದಾನ ನೀಡಬೇಕು ಎಂದು ಒತ್ತಾಯಿಸಿದರು. ಈ ಸಂದರ್ಭದಲ್ಲಿ ಜಿಲ್ಲಾ ಪಂಚಾಯತ್ ಅಧಿಕಾರಿಗಳು ಉಪಸ್ಥಿತರಿದ್ದರು.: [804, 450, 918, 560]
papa-story: [472, 918, 918, 1108]
magenta-dot: [460, 1410, 467, 1416]
lead-quote-box: [368, 522, 514, 692]
max-temp-value: 28: [496, 16, 524, 40]
kirusuddi-column: [28, 58, 196, 1108]
masthead-date: 05 ಆಗಸ್ಟ್ 2025: [28, 25, 88, 35]
min-temp-label: ಕನಿಷ್ಠ: [546, 8, 558, 16]
medical-photo: [632, 1186, 768, 1248]
sriramulu-portrait: [622, 766, 700, 846]
page-number: 02: [854, 6, 885, 31]
kirusuddi-body: [28, 146, 196, 276]
kirusuddi-hand-icon: [32, 62, 70, 100]
papa-col1: [472, 944, 612, 1108]
kirusuddi-headline: ಐಟಿಐ ಪ್ರವೇಶಕ್ಕಾಗಿ ಅರ್ಜಿ: [59, 974, 165, 989]
